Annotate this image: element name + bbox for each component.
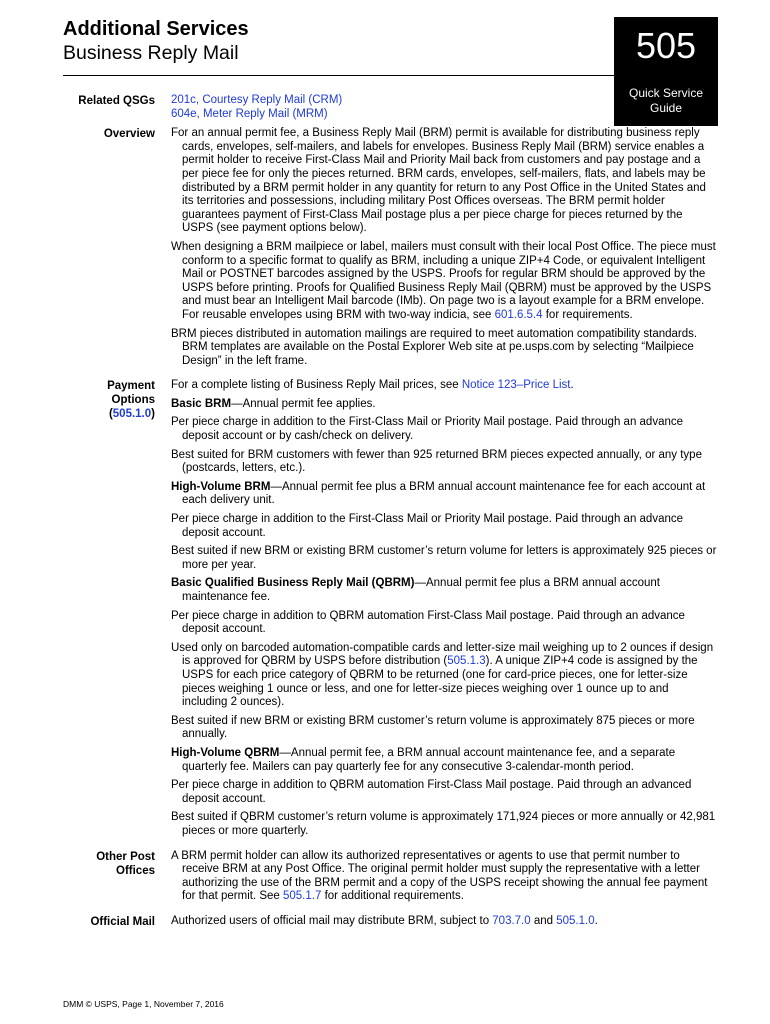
qbrm-paragraph-1: Per piece charge in addition to QBRM automation First-Class Mail postage. Paid through an advance deposit account.: [171, 609, 685, 636]
official-mail-section: [63, 915, 718, 934]
page-subtitle: Business Reply Mail: [63, 42, 239, 64]
link-505-1-0-label[interactable]: 505.1.0: [112, 408, 152, 421]
qbrm-paragraph-3: Best suited if new BRM or existing BRM customer’s return volume is approximately 875 pieces or more annually.: [171, 714, 695, 741]
payment-options-section: [63, 379, 718, 843]
qbrm-paragraph-2: Used only on barcoded automation-compatible cards and letter-size mail weighing up to 2 ounces if design is approved for QBRM by USPS before distribution (505.1.3). A unique ZIP+4 code is assigned by the USPS for each price category of QBRM to be returned (one for card-price pieces, one for letter-size pieces weighing 1 ounce or less, and one for letter-size pieces weighing over 1 ounce up to and including 2 ounces).: [171, 641, 714, 709]
page-content: [63, 94, 718, 933]
section-number-box: 505: [614, 17, 718, 75]
overview-paragraph-3: BRM pieces distributed in automation mailings are required to meet automation compatibility standards. BRM templates are available on the Postal Explorer Web site at pe.usps.com by selecting “Mailpiece Design” in the left frame.: [171, 327, 698, 367]
guide-label-line2: Guide: [649, 101, 683, 115]
official-mail-paragraph: Authorized users of official mail may distribute BRM, subject to 703.7.0 and 505.1.0.: [171, 914, 598, 927]
related-qsgs-section: [63, 94, 718, 121]
link-601-6-5-4[interactable]: 601.6.5.4: [494, 308, 543, 321]
link-505-1-3[interactable]: 505.1.3: [447, 655, 486, 668]
other-post-offices-label: Other Post Offices: [96, 850, 155, 877]
page-footer: DMM © USPS, Page 1, November 7, 2016: [63, 999, 224, 1009]
link-703-7-0[interactable]: 703.7.0: [492, 914, 531, 927]
related-link-crm[interactable]: 201c, Courtesy Reply Mail (CRM): [171, 94, 343, 106]
basic-brm-paragraph-2: Best suited for BRM customers with fewer than 925 returned BRM pieces expected annually, or any type (postcards, letters, etc.).: [171, 448, 702, 475]
related-link-mrm[interactable]: 604e, Meter Reply Mail (MRM): [171, 107, 328, 120]
high-volume-brm-paragraph-2: Best suited if new BRM or existing BRM customer’s return volume for letters is approximately 925 pieces or more per year.: [171, 545, 717, 571]
overview-paragraph-2: When designing a BRM mailpiece or label, mailers must consult with their local Post Office. The piece must conform to a specific format to qualify as BRM, including a unique ZIP+4 Code, or equivalent Intelligent Mail or POSTNET barcodes assigned by the USPS. Proofs for regular BRM should be approved by the USPS before printing. Proofs for Qualified Business Reply Mail (QBRM) must be approved by the USPS and must bear an Intelligent Mail barcode (IMb). On page two is a layout example for a BRM envelope. For reusable envelopes using BRM with two-way indicia, see 601.6.5.4 for requirements.: [171, 240, 716, 321]
page-title: Additional Services: [63, 18, 249, 40]
high-volume-brm-paragraph-1: Per piece charge in addition to the First-Class Mail or Priority Mail postage. Paid through an advance deposit account.: [171, 513, 684, 539]
qbrm-heading: Basic Qualified Business Reply Mail (QBRM)—Annual permit fee plus a BRM annual account maintenance fee.: [171, 577, 660, 603]
high-volume-brm-heading: High-Volume BRM—Annual permit fee plus a BRM annual account maintenance fee for each account at each delivery unit.: [171, 480, 706, 507]
high-volume-qbrm-paragraph-1: Per piece charge in addition to QBRM automation First-Class Mail postage. Paid through an advanced deposit account.: [171, 779, 692, 805]
payment-intro: For a complete listing of Business Reply Mail prices, see Notice 123–Price List.: [171, 379, 574, 392]
overview-section: [63, 127, 718, 373]
payment-options-label: Payment Options (505.1.0): [107, 380, 155, 421]
other-post-offices-section: [63, 850, 718, 909]
basic-brm-paragraph-1: Per piece charge in addition to the First-Class Mail or Priority Mail postage. Paid through an advance deposit account or by cash/check on delivery.: [171, 416, 684, 443]
guide-label-line1: Quick Service: [628, 86, 704, 100]
header-rule: [63, 75, 718, 76]
overview-paragraph-1: For an annual permit fee, a Business Reply Mail (BRM) permit is available for distributing business reply cards, envelopes, self-mailers, and labels for envelopes. Business Reply Mail (BRM) service enables a permit holder to receive First-Class Mail and Priority Mail back from customers and pay postage and a per piece fee for only the pieces returned. BRM cards, envelopes, self-mailers, flats, and labels may be distributed by a BRM permit holder in any quantity for return to any Post Office in the United States and its territories and possessions, including military Post Offices overseas. The BRM permit holder guarantees payment of First-Class Mail postage plus a per piece charge for pieces returned by the USPS (see payment options below).: [171, 127, 706, 235]
page-header: [63, 17, 249, 65]
link-notice-123[interactable]: Notice 123–Price List: [461, 379, 571, 392]
other-post-offices-paragraph: A BRM permit holder can allow its authorized representatives or agents to use that permit number to receive BRM at any Post Office. The original permit holder must supply the representative with a letter authorizing the use of the BRM permit and a copy of the USPS receipt showing the annual fee payment for that permit. See 505.1.7 for additional requirements.: [171, 849, 708, 903]
official-mail-label: Official Mail: [90, 915, 155, 928]
high-volume-qbrm-heading: High-Volume QBRM—Annual permit fee, a BRM annual account maintenance fee, and a separate quarterly fee. Mailers can pay quarterly fee for any consecutive 3-calendar-month period.: [171, 746, 676, 773]
high-volume-qbrm-paragraph-2: Best suited if QBRM customer’s return volume is approximately 171,924 pieces or more annually or 42,981 pieces or more quarterly.: [171, 811, 716, 837]
basic-brm-heading: Basic BRM—Annual permit fee applies.: [171, 397, 376, 410]
related-qsgs-label: Related QSGs: [78, 95, 155, 107]
link-505-1-0[interactable]: 505.1.0: [556, 914, 595, 927]
overview-label: Overview: [103, 128, 155, 141]
link-505-1-7[interactable]: 505.1.7: [283, 890, 322, 903]
